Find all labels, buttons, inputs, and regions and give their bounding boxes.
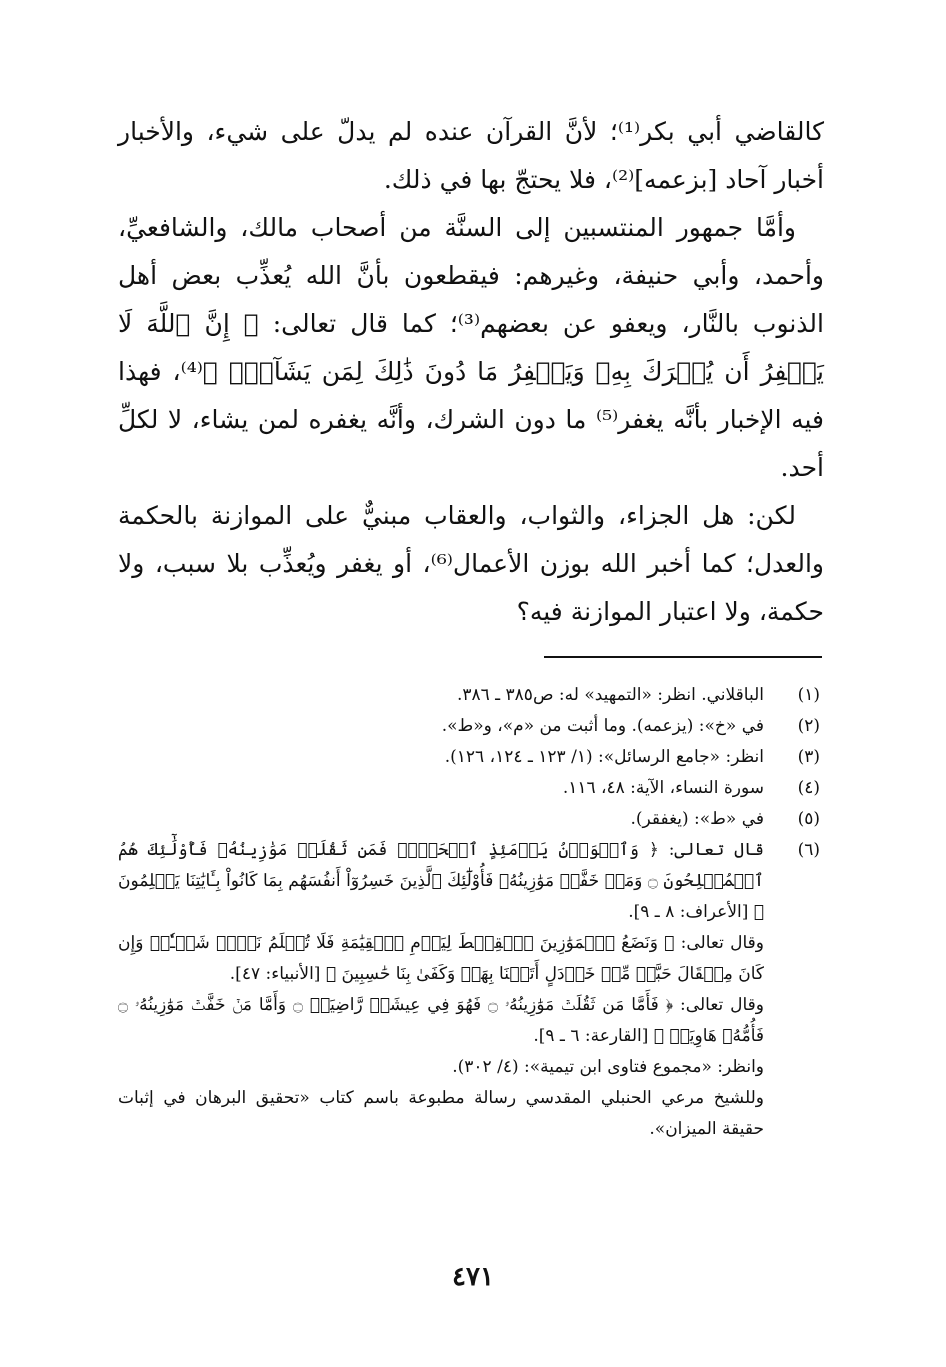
footnote-6 [118,835,826,1052]
footnote-text: وانظر: «مجموع فتاوى ابن تيمية»: (٤/ ٣٠٢). [452,1057,764,1077]
page-number: ٤٧١ [452,1262,494,1292]
footnote-text: وقال تعالى: ﴿ وَنَضَعُ ٱلۡمَوَٰزِينَ ٱلۡقِسۡطَ لِيَوۡمِ ٱلۡقِيَٰمَةِ فَلَا تُظۡلَمُ نَفۡسٞ شَيۡـٔٗاۖ وَإِن كَانَ مِثۡقَالَ حَبَّةٖ مِّنۡ خَرۡدَلٍ أَتَيۡنَا بِهَاۗ وَكَفَىٰ بِنَا حَٰسِبِينَ ﴾ [الأنبياء: ٤٧]. [118,933,764,984]
footnote-text: سورة النساء، الآية: ٤٨، ١١٦. [562,778,764,798]
footnote-5 [118,804,826,835]
footnote-number: (٢) [797,716,820,736]
footnote-number: (٥) [797,809,820,829]
footnote-text: في «خ»: (يزعمه). وما أثبت من «م»، و«ط». [441,716,764,736]
footnote-text: وللشيخ مرعي الحنبلي المقدسي رسالة مطبوعة باسم كتاب «تحقيق البرهان في إثبات حقيقة الميزان». [118,1088,764,1139]
footnotes [118,680,826,1145]
paragraph-3: لكن: هل الجزاء، والثواب، والعقاب مبنيٌّ على الموازنة بالحكمة والعدل؛ كما أخبر الله بوزن الأعمال⁽⁶⁾، أو يغفر ويُعذِّب بلا سبب، ولا حكمة، ولا اعتبار الموازنة فيه؟ [118,501,824,626]
footnote-6-continuation [118,1052,826,1145]
main-text [118,108,824,636]
footnote-text: قال تعالى: ﴿ وَٱلۡوَزۡنُ يَوۡمَئِذٍ ٱلۡحَقُّۚ فَمَن ثَقُلَتۡ مَوَٰزِينُهُۥ فَأُوْلَٰٓئِكَ هُمُ ٱلۡمُفۡلِحُونَ ۝ وَمَنۡ خَفَّتۡ مَوَٰزِينُهُۥ فَأُوْلَٰٓئِكَ ٱلَّذِينَ خَسِرُوٓاْ أَنفُسَهُم بِمَا كَانُواْ بِـَٔايَٰتِنَا يَظۡلِمُونَ ﴾ [الأعراف: ٨ ـ ٩]. [118,840,764,922]
footnote-text: الباقلاني. انظر: «التمهيد» له: ص٣٨٥ ـ ٣٨٦. [456,685,764,705]
footnote-number: (٤) [797,778,820,798]
footnote-3 [118,742,826,773]
footnote-text: انظر: «جامع الرسائل»: (١/ ١٢٣ ـ ١٢٤، ١٢٦). [444,747,764,767]
footnote-number: (٦) [797,840,820,860]
paragraph-2: وأمَّا جمهور المنتسبين إلى السنَّة من أصحاب مالك، والشافعيِّ، وأحمد، وأبي حنيفة، وغيرهم: فيقطعون بأنَّ الله يُعذِّب بعض أهل الذنوب بالنَّار، ويعفو عن بعضهم⁽³⁾؛ كما قال تعالى: ﴿ إِنَّ ٱللَّهَ لَا يَغۡفِرُ أَن يُشۡرَكَ بِهِۦ وَيَغۡفِرُ مَا دُونَ ذَٰلِكَ لِمَن يَشَآءُۚ ﴾⁽⁴⁾، فهذا فيه الإخبار بأنَّه يغفر⁽⁵⁾ ما دون الشرك، وأنَّه يغفره لمن يشاء، لا لكلِّ أحد. [118,213,825,482]
footnote-1 [118,680,826,711]
footnote-4 [118,773,826,804]
footnote-divider [544,656,822,658]
footnote-text: في «ط»: (يغفقر). [630,809,764,829]
footnote-number: (١) [797,685,820,705]
footnote-2 [118,711,826,742]
footnote-text: وقال تعالى: ﴿ فَأَمَّا مَن ثَقُلَتۡ مَوَٰزِينُهُۥ ۝ فَهُوَ فِي عِيشَةٖ رَّاضِيَةٖ ۝ وَأَمَّا مَنۡ خَفَّتۡ مَوَٰزِينُهُۥ ۝ فَأُمُّهُۥ هَاوِيَةٞ ﴾ [القارعة: ٦ ـ ٩]. [118,995,764,1046]
footnote-number: (٣) [797,747,820,767]
paragraph-1: كالقاضي أبي بكر⁽¹⁾؛ لأنَّ القرآن عنده لم يدلّ على شيء، والأخبار أخبار آحاد [بزعمه]⁽²⁾، فلا يحتجّ بها في ذلك. [118,117,824,194]
